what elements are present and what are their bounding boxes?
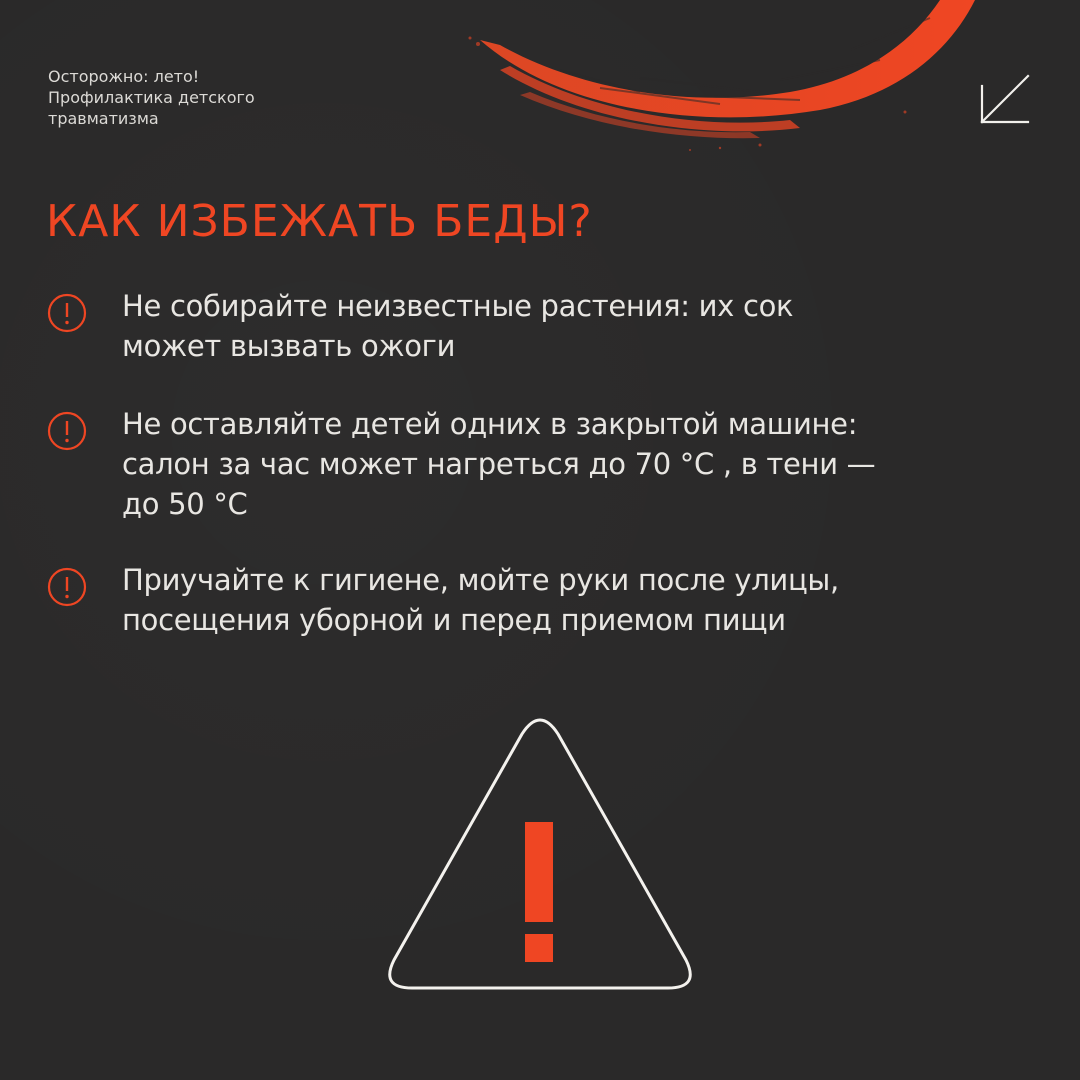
list-item-line: посещения уборной и перед приемом пищи [122,603,786,637]
list-item-line: до 50 °C [122,487,248,521]
subtitle-line: травматизма [48,109,159,128]
list-item-line: Приучайте к гигиене, мойте руки после улицы, [122,563,839,597]
subtitle-line: Осторожно: лето! [48,67,200,86]
list-item-text [122,560,1022,640]
list-item-line: может вызвать ожоги [122,329,456,363]
exclamation-circle-icon [46,410,88,452]
arrow-down-left-icon [976,72,1032,128]
list-item-line: салон за час может нагреться до 70 °C , в тени — [122,447,876,481]
list-item-text [122,286,1022,366]
subtitle [48,66,368,129]
exclamation-circle-icon [46,566,88,608]
list-item-line: Не собирайте неизвестные растения: их сок [122,289,794,323]
warning-triangle-icon [380,712,700,1002]
list-item-text [122,404,1022,524]
subtitle-line: Профилактика детского [48,88,255,107]
page-title: КАК ИЗБЕЖАТЬ БЕДЫ? [46,196,593,247]
exclamation-circle-icon [46,292,88,334]
list-item-line: Не оставляйте детей одних в закрытой машине: [122,407,858,441]
